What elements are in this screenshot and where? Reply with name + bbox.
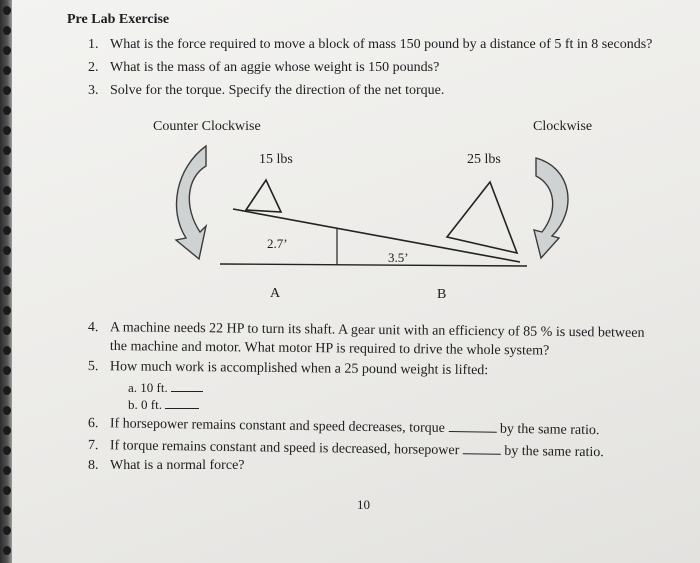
question-5a-answer-blank[interactable] (171, 379, 203, 392)
question-2-number: 2. (88, 60, 99, 75)
right-weight-label: 25 lbs (467, 152, 501, 167)
clockwise-arrow-icon (534, 158, 568, 258)
clockwise-label: Clockwise (533, 119, 593, 134)
counter-clockwise-label: Counter Clockwise (153, 119, 261, 134)
counter-clockwise-arrow-icon (176, 146, 206, 259)
question-8-number: 8. (88, 458, 99, 473)
question-5b-text: b. 0 ft. (128, 397, 162, 412)
left-distance-label: 2.7’ (267, 236, 288, 251)
question-3-text: Solve for the torque. Specify the direction of the net torque. (110, 83, 445, 98)
question-5-text: How much work is accomplished when a 25 pound weight is lifted: (109, 359, 489, 379)
right-weight-triangle (447, 182, 517, 253)
question-8 (88, 458, 245, 474)
question-5b-answer-blank[interactable] (165, 396, 199, 409)
question-5-part-a (128, 379, 203, 396)
point-a-label: A (270, 286, 281, 301)
ground-line (220, 264, 527, 266)
left-weight-label: 15 lbs (259, 152, 293, 167)
question-1-number: 1. (88, 37, 99, 52)
question-5a-text: a. 10 ft. (128, 380, 168, 395)
question-7-answer-blank[interactable] (463, 441, 501, 455)
question-4-line-2: the machine and motor. What motor HP is required to drive the whole system? (109, 339, 550, 359)
question-5-number: 5. (87, 359, 99, 375)
question-6-tail: by the same ratio. (499, 421, 600, 439)
page-number: 10 (357, 497, 370, 512)
question-7-tail: by the same ratio. (504, 443, 604, 461)
right-distance-label: 3.5’ (388, 250, 409, 265)
question-6-number: 6. (87, 415, 99, 432)
question-5-part-b (128, 396, 199, 413)
question-2-text: What is the mass of an aggie whose weight is 150 pounds? (110, 60, 440, 75)
point-b-label: B (437, 287, 447, 302)
question-7-number: 7. (87, 437, 99, 454)
question-6-answer-blank[interactable] (448, 419, 496, 433)
question-8-text: What is a normal force? (110, 458, 245, 473)
page-title: Pre Lab Exercise (67, 12, 170, 27)
question-4-line-1: A machine needs 22 HP to turn its shaft. A gear unit with an efficiency of 85 % is used between (109, 320, 645, 341)
question-3-number: 3. (88, 83, 99, 98)
left-weight-triangle (246, 180, 281, 212)
question-6-text: If horsepower remains constant and speed decreases, torque (109, 416, 446, 436)
question-1-text: What is the force required to move a block of mass 150 pound by a distance of 5 ft in 8 seconds? (110, 37, 653, 52)
question-7-text: If torque remains constant and speed is decreased, horsepower (109, 438, 460, 459)
question-4-number: 4. (87, 320, 99, 336)
